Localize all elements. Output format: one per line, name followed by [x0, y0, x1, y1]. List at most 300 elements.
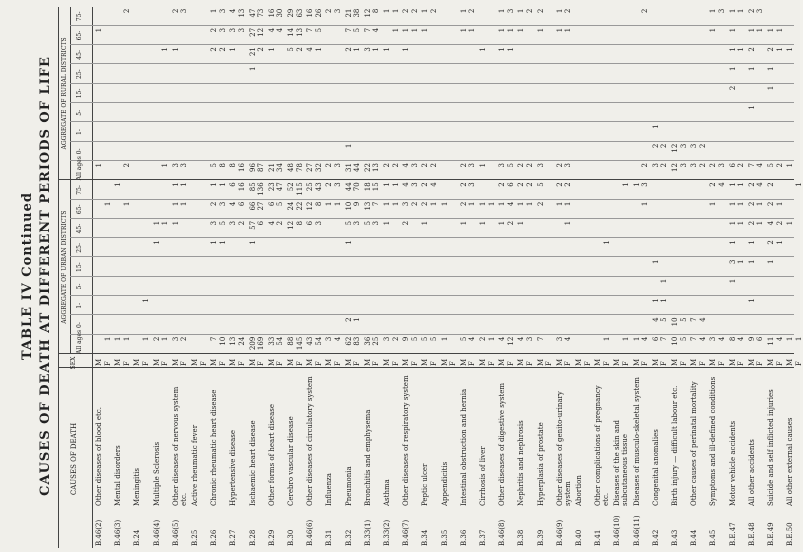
- rural-cell: 2: [295, 47, 304, 52]
- urban-cell: 2: [459, 182, 468, 187]
- urban-cell: 1: [660, 298, 669, 303]
- urban-cell: 2: [747, 201, 756, 207]
- rural-cell: 73: [257, 8, 266, 18]
- urban-cell: 6: [267, 201, 276, 207]
- rural-cell: 1: [353, 47, 362, 52]
- rural-col-divider: [70, 121, 794, 122]
- urban-cell: 2: [421, 201, 430, 207]
- rural-cell: 1: [229, 47, 238, 52]
- rural-cell: 27: [248, 27, 257, 37]
- sex-label: M: [479, 358, 487, 366]
- sex-label: M: [248, 358, 257, 366]
- urban-cell: 3: [353, 220, 362, 226]
- sex-label: F: [756, 361, 765, 366]
- rural-cell: 1: [786, 47, 795, 52]
- cause-name: Other complications of pregnancy etc.: [594, 385, 611, 506]
- rural-cell: 7: [344, 27, 353, 33]
- urban-cell: 4: [229, 201, 238, 207]
- rural-cell: 5: [210, 163, 219, 168]
- sex-label: M: [498, 358, 507, 366]
- urban-cell: 1: [555, 201, 564, 207]
- rural-cell: 4: [229, 8, 238, 14]
- rural-cell: 2: [210, 47, 219, 52]
- urban-cell: 1: [794, 336, 803, 342]
- rural-cell: 2: [122, 8, 131, 14]
- cause-code: B.46(8): [498, 519, 507, 546]
- sex-label: F: [103, 361, 112, 366]
- sex-label: M: [402, 358, 411, 366]
- rural-cell: 12: [257, 27, 266, 37]
- urban-cell: 1: [103, 201, 112, 207]
- sex-label: M: [440, 358, 449, 366]
- rural-cell: 5: [767, 163, 775, 168]
- urban-header: AGGREGATE OF URBAN DISTRICTS: [61, 210, 68, 324]
- rural-cell: 2: [410, 8, 419, 14]
- rural-cell: 1: [747, 105, 756, 110]
- rural-cell: 2: [391, 163, 400, 168]
- urban-cell: 70: [353, 182, 362, 192]
- cause-code: B.33(1): [363, 519, 372, 546]
- urban-cell: 5: [344, 220, 353, 226]
- sex-label: M: [747, 358, 756, 366]
- sex-label: M: [690, 358, 699, 366]
- urban-cell: 1: [641, 201, 650, 207]
- rural-cell: 47: [248, 8, 257, 18]
- rural-cell: 27: [306, 163, 315, 172]
- urban-cell: 1: [767, 259, 775, 264]
- urban-cell: 1: [709, 201, 718, 207]
- sex-label: M: [671, 358, 679, 366]
- sex-label: F: [487, 361, 496, 366]
- urban-cell: 10: [344, 201, 353, 211]
- urban-cell: 15: [372, 182, 381, 192]
- urban-cell: 1: [122, 201, 131, 207]
- sex-label: F: [353, 361, 362, 366]
- rural-cell: 3: [468, 163, 477, 168]
- rural-cell: 2: [459, 163, 468, 168]
- cause-code: B.29: [267, 529, 276, 546]
- rural-cell: 2: [344, 47, 353, 52]
- urban-col-divider: [70, 237, 794, 238]
- rural-cell: 3: [218, 27, 227, 33]
- rural-col-divider: [70, 64, 794, 65]
- urban-cell: 1: [660, 278, 669, 284]
- rural-cell: 5: [314, 27, 323, 33]
- urban-age-header: 15-: [76, 262, 83, 272]
- urban-cell: 54: [276, 336, 285, 346]
- rural-cell: 31: [344, 163, 353, 172]
- rural-cell: 1: [775, 47, 784, 52]
- cause-name: Birth injury — difficult labour etc.: [671, 385, 679, 506]
- urban-cell: 1: [479, 220, 487, 226]
- sex-label: F: [199, 361, 208, 366]
- urban-cell: 2: [775, 220, 784, 226]
- rural-cell: 32: [314, 163, 323, 172]
- rural-cell: 2: [660, 163, 669, 168]
- urban-cell: 1: [651, 259, 660, 264]
- urban-cell: 4: [698, 336, 707, 342]
- rural-col-divider: [70, 141, 794, 142]
- urban-cell: 43: [306, 336, 315, 346]
- rural-cell: 2: [122, 163, 131, 168]
- cause-code: B.46(5): [171, 519, 180, 546]
- sex-label: M: [555, 358, 564, 366]
- urban-col-divider: [70, 199, 794, 200]
- cause-name: Other diseases of nervous system etc.: [171, 386, 188, 506]
- rural-cell: 4: [402, 163, 411, 168]
- urban-col-divider: [70, 314, 794, 315]
- urban-cell: 1: [517, 220, 526, 226]
- rural-cell: 7: [747, 163, 756, 168]
- rural-cell: 3: [679, 143, 688, 149]
- urban-cell: 3: [525, 336, 534, 342]
- rural-cell: 3: [180, 8, 189, 14]
- rural-cell: 87: [257, 163, 266, 172]
- rural-cell: 2: [709, 163, 718, 168]
- urban-cell: 1: [383, 201, 391, 207]
- urban-cell: 1: [161, 336, 170, 342]
- urban-cell: 1: [171, 182, 180, 187]
- cause-name: Other diseases of digestive system: [498, 382, 507, 506]
- urban-cell: 2: [325, 182, 334, 187]
- rural-cell: 1: [555, 27, 564, 33]
- urban-cell: 7: [690, 336, 699, 342]
- rural-cell: 1: [344, 143, 353, 149]
- sex-label: F: [564, 361, 573, 366]
- sex-label: M: [171, 358, 180, 366]
- cause-code: B.46(4): [152, 519, 161, 546]
- urban-cell: 6: [756, 336, 765, 342]
- urban-cell: 4: [641, 336, 650, 342]
- rural-cell: 3: [756, 8, 765, 14]
- urban-cell: 1: [218, 182, 227, 187]
- rural-col-divider: [70, 83, 794, 84]
- rural-cell: 63: [295, 8, 304, 18]
- rural-cell: 1: [767, 85, 775, 91]
- urban-cell: 3: [218, 201, 227, 207]
- urban-cell: 2: [564, 182, 573, 187]
- urban-cell: 1: [728, 220, 737, 226]
- rural-age-header: 45-: [76, 50, 83, 60]
- rural-cell: 3: [717, 8, 726, 14]
- rural-cell: 1: [555, 8, 564, 14]
- urban-cell: 4: [498, 336, 507, 342]
- urban-divider: [58, 353, 794, 354]
- rural-cell: 1: [95, 163, 103, 168]
- sex-label: F: [737, 361, 746, 366]
- rural-cell: 16: [267, 8, 276, 18]
- urban-cell: 1: [248, 240, 257, 245]
- urban-cell: 1: [728, 182, 737, 187]
- rural-cell: 1: [536, 27, 545, 33]
- cause-name: Other diseases of circulatory system: [306, 376, 315, 506]
- cause-name: Other diseases of blood etc.: [95, 407, 103, 506]
- cause-name: Mental disorders: [114, 445, 123, 506]
- cause-name: Appendicitis: [440, 461, 449, 506]
- urban-cell: 145: [295, 336, 304, 351]
- cause-code: B.35: [440, 529, 449, 546]
- cause-name: Other forms of heart disease: [267, 404, 276, 506]
- urban-cell: 2: [555, 182, 564, 187]
- urban-cell: 3: [372, 220, 381, 226]
- rural-cell: 1: [747, 27, 756, 33]
- urban-cell: 7: [690, 317, 699, 322]
- urban-cell: 2: [180, 336, 189, 342]
- urban-cell: 1: [383, 182, 391, 187]
- rural-cell: 2: [775, 163, 784, 168]
- rural-cell: 3: [506, 8, 515, 14]
- rural-cell: 44: [353, 163, 362, 172]
- rural-cell: 1: [402, 27, 411, 33]
- rural-cell: 1: [498, 27, 507, 33]
- rural-age-header: 65-: [76, 30, 83, 41]
- urban-cell: 4: [717, 336, 726, 342]
- rural-cell: 4: [276, 27, 285, 33]
- rural-cell: 1: [248, 66, 257, 71]
- sex-label: F: [641, 361, 650, 366]
- rural-age-header: 25-: [76, 69, 83, 79]
- urban-cell: 136: [257, 182, 266, 196]
- sex-label: F: [314, 361, 323, 366]
- urban-cell: 4: [698, 317, 707, 322]
- cause-name: Diseases of the skin and subcutaneous tissue: [613, 420, 630, 506]
- rural-cell: 1: [506, 47, 515, 52]
- cause-code: B.31: [325, 529, 334, 546]
- urban-cell: 3: [641, 182, 650, 187]
- sex-label: M: [709, 358, 718, 366]
- urban-age-header: 75-: [76, 185, 83, 195]
- rural-cell: 6: [728, 163, 737, 168]
- urban-cell: 10: [671, 336, 679, 346]
- urban-cell: 2: [391, 336, 400, 342]
- rural-cell: 1: [210, 8, 219, 14]
- urban-cell: 3: [210, 220, 219, 226]
- rural-cell: 8: [229, 163, 238, 168]
- urban-age-header: 0-: [76, 322, 83, 328]
- urban-cell: 3: [171, 336, 180, 342]
- urban-cell: 4: [651, 317, 660, 322]
- urban-cell: 1: [141, 298, 150, 303]
- sex-label: F: [525, 361, 534, 366]
- rural-cell: 3: [690, 143, 699, 149]
- rural-cell: 38: [353, 8, 362, 18]
- sex-label: F: [717, 361, 726, 366]
- sex-label: F: [506, 361, 515, 366]
- urban-cell: 1: [737, 201, 746, 207]
- rural-cell: 14: [287, 27, 295, 37]
- cause-name: Symptoms and ill-defined conditions: [709, 376, 718, 506]
- rural-cell: 2: [747, 8, 756, 14]
- urban-col-divider: [70, 276, 794, 277]
- urban-cell: 1: [786, 220, 795, 226]
- urban-cell: 2: [498, 182, 507, 187]
- urban-cell: 9: [402, 336, 411, 342]
- rural-header: AGGREGATE OF RURAL DISTRICTS: [61, 37, 68, 150]
- rural-cell: 1: [402, 47, 411, 52]
- rural-cell: 1: [459, 27, 468, 33]
- cause-name: Bronchitis and emphysema: [363, 409, 372, 506]
- cause-code: B.44: [690, 529, 699, 546]
- urban-cell: 16: [237, 182, 246, 192]
- sex-label: M: [306, 358, 315, 366]
- urban-cell: 2: [344, 317, 353, 322]
- rural-cell: 1: [95, 27, 103, 33]
- urban-cell: 33: [267, 336, 276, 346]
- sex-label: M: [651, 358, 660, 366]
- urban-cell: 1: [775, 201, 784, 207]
- rural-cell: 2: [698, 143, 707, 149]
- cause-code: B.46(10): [613, 515, 622, 546]
- urban-cell: 2: [237, 220, 246, 226]
- rural-cell: 2: [257, 47, 266, 52]
- rural-cell: 2: [429, 163, 438, 168]
- rural-cell: 1: [410, 27, 419, 33]
- urban-cell: 27: [257, 201, 266, 211]
- urban-cell: 1: [517, 201, 526, 207]
- urban-cell: 1: [161, 220, 170, 226]
- rural-cell: 1: [161, 163, 170, 168]
- urban-cell: 5: [660, 317, 669, 322]
- urban-cell: 2: [747, 220, 756, 226]
- urban-col-divider: [70, 334, 794, 335]
- cause-name: Peptic ulcer: [421, 463, 430, 506]
- rural-cell: 4: [267, 27, 276, 33]
- urban-cell: 1: [728, 240, 737, 245]
- urban-cell: 8: [295, 220, 304, 226]
- urban-cell: 1: [737, 182, 746, 187]
- urban-cell: 5: [363, 220, 372, 226]
- rural-cell: 30: [276, 8, 285, 18]
- rural-cell: 5: [353, 27, 362, 33]
- cause-name: Intestinal obstruction and hernia: [459, 388, 468, 506]
- urban-cell: 1: [391, 201, 400, 207]
- urban-col-divider: [70, 218, 794, 219]
- urban-cell: 1: [383, 220, 391, 226]
- urban-cell: 1: [180, 182, 189, 187]
- cause-code: B.42: [651, 529, 660, 546]
- rural-cell: 3: [333, 8, 342, 14]
- urban-cell: 1: [498, 220, 507, 226]
- urban-col-divider: [70, 257, 794, 258]
- cause-name: Ischaemic heart disease: [248, 420, 257, 506]
- urban-cell: 1: [756, 201, 765, 207]
- urban-cell: 1: [479, 201, 487, 207]
- urban-cell: 3: [383, 336, 391, 342]
- rural-cell: 1: [728, 66, 737, 71]
- urban-cell: 1: [459, 220, 468, 226]
- urban-cell: 4: [468, 336, 477, 342]
- cause-code: B.46(2): [95, 519, 103, 546]
- urban-cell: 47: [276, 182, 285, 192]
- rural-cell: 21: [344, 8, 353, 18]
- urban-cell: 115: [295, 182, 304, 196]
- urban-cell: 1: [152, 220, 161, 226]
- urban-cell: 44: [344, 182, 353, 192]
- urban-cell: 169: [257, 336, 266, 351]
- sex-label: M: [767, 358, 775, 366]
- rural-cell: 1: [391, 8, 400, 14]
- sex-label: M: [613, 358, 622, 366]
- urban-cell: 1: [103, 336, 112, 342]
- sex-label: F: [583, 361, 592, 366]
- rural-cell: 1: [383, 47, 391, 52]
- urban-cell: 10: [671, 317, 679, 327]
- urban-cell: 3: [402, 201, 411, 207]
- rural-cell: 1: [709, 27, 718, 33]
- rural-cell: 1: [747, 66, 756, 71]
- urban-cell: 3: [314, 220, 323, 226]
- urban-cell: 4: [517, 336, 526, 342]
- rural-cell: 1: [479, 163, 487, 168]
- cause-code: B.38: [517, 529, 526, 546]
- rural-cell: 1: [161, 47, 170, 52]
- urban-cell: 2: [767, 201, 775, 207]
- cause-name: Cirrhosis of liver: [479, 446, 487, 506]
- cause-code: B.34: [421, 529, 430, 546]
- urban-cell: 8: [728, 336, 737, 342]
- urban-cell: 23: [267, 182, 276, 192]
- urban-cell: 1: [728, 278, 737, 284]
- sex-label: F: [545, 361, 554, 366]
- urban-cell: 8: [314, 201, 323, 207]
- urban-cell: 1: [632, 182, 641, 187]
- urban-cell: 3: [709, 336, 718, 342]
- urban-cell: 1: [171, 201, 180, 207]
- urban-cell: 1: [737, 220, 746, 226]
- urban-cell: 3: [555, 336, 564, 342]
- sex-label: M: [728, 358, 737, 366]
- rural-cell: 1: [786, 163, 795, 168]
- rural-cell: 1: [391, 27, 400, 33]
- urban-cell: 6: [506, 182, 515, 187]
- urban-cell: 3: [333, 182, 342, 187]
- urban-cell: 5: [218, 220, 227, 226]
- cause-name: Cerebro vascular disease: [287, 416, 295, 506]
- rural-age-header: 15-: [76, 88, 83, 99]
- header-bottom-rule: [92, 7, 93, 548]
- causes-header: CAUSES OF DEATH: [70, 422, 78, 496]
- sex-label: F: [257, 361, 266, 366]
- rural-cell: 1: [728, 27, 737, 33]
- urban-cell: 62: [344, 336, 353, 346]
- urban-cell: 4: [402, 182, 411, 187]
- urban-cell: 2: [421, 182, 430, 187]
- urban-cell: 1: [747, 259, 756, 264]
- urban-cell: 1: [114, 336, 123, 342]
- urban-cell: 1: [621, 182, 630, 187]
- sex-label: F: [775, 361, 784, 366]
- urban-cell: 4: [756, 182, 765, 187]
- cause-code: B.24: [133, 529, 142, 546]
- rural-cell: 12: [671, 163, 679, 172]
- rural-cell: 48: [287, 163, 295, 172]
- urban-cell: 5: [429, 336, 438, 342]
- cause-code: B.39: [536, 529, 545, 546]
- rural-cell: 1: [459, 8, 468, 14]
- rural-col-divider: [70, 102, 794, 103]
- sex-label: M: [575, 358, 583, 366]
- rural-cell: 1: [372, 47, 381, 52]
- rural-cell: 1: [775, 27, 784, 33]
- urban-cell: 3: [410, 182, 419, 187]
- urban-cell: 1: [632, 336, 641, 342]
- cause-code: B.46(3): [114, 519, 123, 546]
- rural-cell: 2: [747, 47, 756, 52]
- cause-name: Nephritis and nephrosis: [517, 420, 526, 506]
- urban-cell: 2: [402, 220, 411, 226]
- rural-cell: 2: [517, 163, 526, 168]
- rural-cell: 2: [383, 163, 391, 168]
